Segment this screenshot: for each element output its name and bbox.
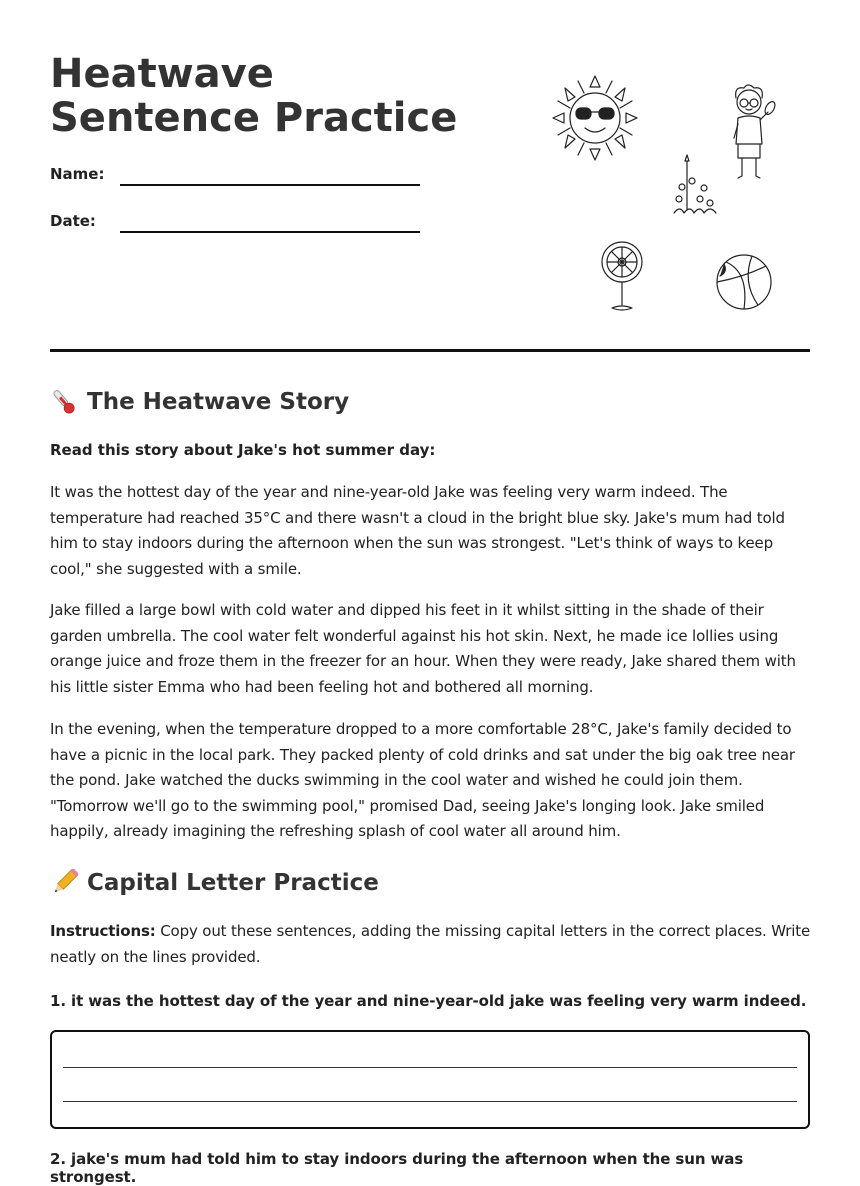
practice-heading: [50, 869, 379, 897]
header-divider: [50, 349, 810, 352]
writing-line[interactable]: [63, 1067, 797, 1068]
story-paragraph-3: In the evening, when the temperature dropped to a more comfortable 28°C, Jake's family decided to have a picnic in the local park. They packed plenty of cold drinks and sat under the big oak tree near the pond. Jake watched the ducks swimming in the cool water and wished he could join them. "Tomorrow we'll go to the swimming pool," promised Dad, seeing Jake's longing look. Jake smiled happily, already imagining the refreshing splash of cool water all around him.: [50, 720, 795, 841]
story-heading: [50, 388, 349, 416]
thermometer-icon: [50, 388, 78, 416]
name-line[interactable]: [120, 184, 420, 186]
beach-ball-icon: [717, 255, 771, 309]
answer-box-1[interactable]: [50, 1030, 810, 1129]
electric-fan-icon: [602, 242, 642, 310]
name-label: Name:: [50, 165, 105, 183]
boy-with-ice-lolly-icon: [734, 85, 777, 178]
question-2: 2. jake's mum had told him to stay indoors during the afternoon when the sun was strongest.: [50, 1150, 744, 1186]
name-field[interactable]: [50, 165, 104, 183]
instructions-label: Instructions:: [50, 922, 156, 940]
question-1: 1. it was the hottest day of the year and nine-year-old jake was feeling very warm indeed.: [50, 992, 807, 1010]
summer-illustrations: [540, 70, 830, 320]
flowers-icon: [674, 155, 716, 213]
date-line[interactable]: [120, 231, 420, 233]
pencil-icon: [50, 869, 78, 897]
instructions: [50, 919, 812, 970]
sun-with-sunglasses-icon: [553, 76, 637, 160]
practice-heading-text: Capital Letter Practice: [87, 870, 379, 896]
story-paragraph-2: Jake filled a large bowl with cold water and dipped his feet in it whilst sitting in the shade of their garden umbrella. The cool water felt wonderful against his hot skin. Next, he made ice lollies using orange juice and froze them in the freezer for an hour. When they were ready, Jake shared them with his little sister Emma who had been feeling hot and bothered all morning.: [50, 601, 796, 696]
date-field[interactable]: [50, 212, 96, 230]
instructions-text: Copy out these sentences, adding the missing capital letters in the correct places. Write neatly on the lines provided.: [50, 922, 811, 966]
writing-line[interactable]: [63, 1101, 797, 1102]
story-lead: Read this story about Jake's hot summer day:: [50, 441, 436, 459]
story-paragraph-1: It was the hottest day of the year and nine-year-old Jake was feeling very warm indeed. The temperature had reached 35°C and there wasn't a cloud in the bright blue sky. Jake's mum had told him to stay indoors during the afternoon when the sun was strongest. "Let's think of ways to keep cool," she suggested with a smile.: [50, 483, 785, 578]
date-label: Date:: [50, 212, 96, 230]
story-heading-text: The Heatwave Story: [87, 389, 350, 415]
page-title: Heatwave Sentence Practice: [50, 51, 458, 141]
